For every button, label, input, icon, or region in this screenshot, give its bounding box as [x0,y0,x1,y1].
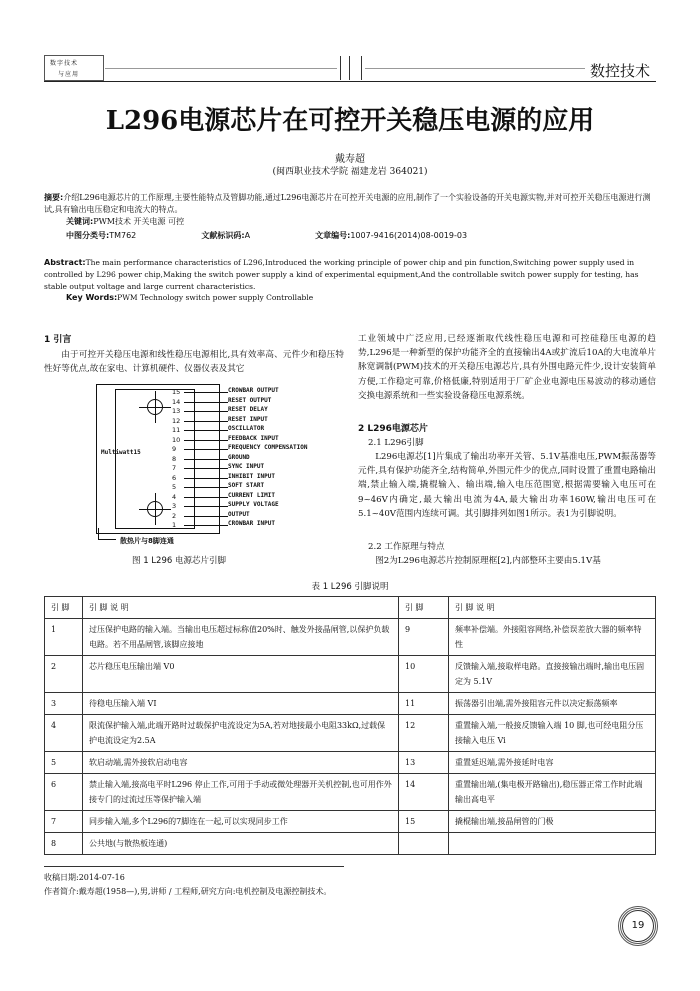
pin-lead [184,402,228,403]
table-cell: 8 [45,833,83,855]
table-cell [399,833,449,855]
table1-caption: 表 1 L296 引脚说明 [311,582,389,592]
table-cell: 重置输出端,(集电极开路输出),稳压器正常工作时此端输出高电平 [449,774,656,811]
table-cell: 芯片稳压电压输出端 V0 [83,656,399,693]
table-cell: 振荡器引出端,需外接阻容元件以决定振荡频率 [449,693,656,715]
table-row [45,811,656,833]
header-bars-decoration [340,56,362,80]
table-cell: 7 [45,811,83,833]
table-cell: 10 [399,656,449,693]
cls-value: TM762 [109,231,137,240]
table-row [45,619,656,656]
table-header-cell: 引 脚 [399,597,449,619]
right-col-paragraph3: 图2为L296电源芯片控制原理框[2],内部整环主要由5.1V基 [375,556,601,566]
table-cell: 4 [45,715,83,752]
table-cell [449,833,656,855]
heatsink-arrow [98,528,116,540]
section2-heading: 2 L296电源芯片 [358,424,428,434]
keywords-cn-text: PWM技术 开关电源 可控 [93,217,185,226]
article-title: L296电源芯片在可控开关稳压电源的应用 [105,106,595,136]
table-cell: 1 [45,619,83,656]
table-cell: 3 [45,693,83,715]
pin-name-label: FREQUENCY COMPENSATION [228,444,308,451]
pin-lead [184,449,228,450]
section1-heading: 1 引言 [44,335,72,345]
figure1-caption: 图 1 L296 电源芯片引脚 [132,556,226,566]
table-row [45,752,656,774]
pin-name-label: CURRENT LIMIT [228,491,275,499]
abstract-en-label: Abstract: [44,258,86,267]
table-cell: 12 [399,715,449,752]
table-cell: 同步输入端,多个L296的7脚连在一起,可以实现同步工作 [83,811,399,833]
pin-number: 6 [172,473,177,482]
pin-name-label: RESET DELAY [228,406,268,413]
subsection21-heading: 2.1 L296引脚 [368,438,424,448]
table-cell: 反馈输入端,接取样电路。直接接输出端时,输出电压固定为 5.1V [449,656,656,693]
table-cell: 5 [45,752,83,774]
keywords-en-text: PWM Technology switch power supply Controllable [117,293,314,302]
author-bio: 作者简介:戴寿超(1958—),男,讲师 / 工程师,研究方向:电机控制及电源控制技术。 [44,887,332,896]
pin-number: 3 [172,502,177,510]
abstract-cn-label: 摘要: [44,193,64,202]
pin-lead [184,430,228,431]
chip-package-label: Multiwatt15 [101,449,141,456]
right-col-paragraph1: 工业领域中广泛应用,已经逐渐取代线性稳压电源和可控硅稳压电源的趋势,L296是一种新型的保护功能齐全的直接输出4A或扩流后10A的大电流单片脉宽调制(PWM)技术的开关稳压电源芯片,具有外围电路元件少,设计安装简单方便,工作稳定可靠,价格低廉,特别适用于厂矿企业电源电压易波动的移动通信交换电源系统和一些实验设备稳压电源系统。 [358,334,656,401]
pin-description-table [44,596,656,855]
heatsink-note: 散热片与8脚连通 [120,537,174,545]
table-row [45,656,656,693]
table-row [45,715,656,752]
table-cell: 限流保护输入端,此端开路时过载保护电流设定为5A,若对地接最小电阻33kΩ,过载保护电流设定为2.5A [83,715,399,752]
header-rule-right [365,68,585,69]
table-cell: 11 [399,693,449,715]
pin-name-label: GROUND [228,453,250,461]
table-cell: 6 [45,774,83,811]
pin-lead [184,440,228,441]
pin-number: 2 [172,511,177,520]
pin-lead [184,525,228,526]
pin-name-label: SOFT START [228,482,265,489]
table-header-cell: 引 脚 说 明 [83,597,399,619]
header-rule-left [105,68,337,69]
section1-paragraph: 由于可控开关稳压电源和线性稳压电源相比,具有效率高、元件少和稳压特性好等优点,故在家电、计算机硬件、仪器仪表及其它 [44,350,344,375]
table-cell: 公共地(与散热板连通) [83,833,399,855]
pin-number: 9 [172,445,177,453]
table-header-row [45,597,656,619]
table-cell: 撬棍输出端,接晶闸管的门极 [449,811,656,833]
pin-number: 11 [172,426,181,434]
journal-logo-line1: 数字技术 [50,60,79,67]
section-name: 数控技术 [590,62,651,80]
pin-lead [184,421,228,422]
classification-row [66,230,656,242]
pin-number: 5 [172,483,177,491]
pin-name-label: OUTPUT [228,510,250,518]
article-no-label: 文章编号: [315,231,351,240]
pin-name-column [228,383,368,533]
table-cell: 13 [399,752,449,774]
pin-name-label: RESET OUTPUT [228,396,272,404]
pin-number: 10 [172,435,181,444]
table-cell: 9 [399,619,449,656]
table-header-cell: 引 脚 说 明 [449,597,656,619]
pin-number: 14 [172,397,181,406]
pin-lead [184,487,228,488]
pin-number: 4 [172,492,177,501]
pin-lead [184,516,228,517]
keywords-en-label: Key Words: [66,293,118,302]
table-cell: 软启动端,需外接软启动电容 [83,752,399,774]
pin-number: 12 [172,416,181,425]
pin-lead [184,392,228,393]
pin-name-label: CROWBAR OUTPUT [228,387,279,394]
received-date: 收稿日期:2014-07-16 [44,873,125,882]
pin-name-label: RESET INPUT [228,415,268,423]
pin-lead [184,497,228,498]
pin-lead [184,411,228,412]
pin-name-label: CROWBAR INPUT [228,520,275,527]
table-row [45,774,656,811]
pin-name-label: OSCILLATOR [228,425,265,432]
table-cell: 重置输入端,一般接反馈输入端 10 脚,也可经电阻分压接输入电压 Vi [449,715,656,752]
pin-number: 8 [172,454,177,463]
author-affiliation: (闽西职业技术学院 福建龙岩 364021) [272,167,428,177]
pin-name-label: FEEDBACK INPUT [228,434,279,442]
pin-lead [184,468,228,469]
pin-number-column [170,384,230,534]
pin-lead [184,478,228,479]
article-no-value: 1007-9416(2014)08-0019-03 [350,231,468,240]
table-header-cell: 引 脚 [45,597,83,619]
pin-number: 7 [172,464,177,472]
table-cell: 重置延迟端,需外接延时电容 [449,752,656,774]
keywords-cn-label: 关键词: [66,217,94,226]
keywords-cn [66,216,184,228]
table-cell: 待稳电压输入端 VI [83,693,399,715]
table-cell: 14 [399,774,449,811]
table-cell: 频率补偿端。外接阻容网络,补偿误差放大器的频率特性 [449,619,656,656]
pin-number: 13 [172,407,181,415]
table-cell: 15 [399,811,449,833]
abstract-cn [44,192,656,216]
author-name: 戴寿超 [335,154,365,165]
footnote-rule [44,866,344,867]
doc-code-label: 文献标识码: [201,231,245,240]
pin-lead [184,506,228,507]
subsection22-heading: 2.2 工作原理与特点 [368,542,445,552]
abstract-cn-text: 介绍L296电源芯片的工作原理,主要性能特点及管脚功能,通过L296电源芯片在可控开关电源的应用,制作了一个实验设备的开关电源实物,并对可控开关稳压电源进行测试,具有输出电压稳定和电流大的特点。 [44,193,651,214]
pin-lead [184,459,228,460]
keywords-en [66,293,313,302]
table-row [45,693,656,715]
pin-number: 15 [172,388,181,396]
table-cell: 过压保护电路的输入端。当输出电压超过标称值20%时、触发外接晶闸管,以保护负载电路。若不用晶闸管,该脚应接地 [83,619,399,656]
abstract-en [44,257,656,293]
table-row [45,833,656,855]
pin-name-label: SYNC INPUT [228,463,265,470]
pin-number: 1 [172,521,177,529]
right-col-paragraph2: L296电源芯[1]片集成了输出功率开关管、5.1V基准电压,PWM振荡器等元件,具有保护功能齐全,结构简单,外围元件少的优点,同时设置了重置电路输出端,禁止输入端,撬棍输入、输出端,输入电压范围宽,根据需要输入电压可在9~46V内确定,最大输出电流为4A,最大输出功率160W,输出电压可在5.1~40V范围内连续可调。其引脚排列如图1所示。表1为引脚说明。 [358,452,656,519]
cls-label: 中图分类号: [66,231,110,240]
pin-name-label: INHIBIT INPUT [228,472,275,480]
abstract-en-text: The main performance characteristics of L296,Introduced the working principle of power chip and pin function,Switching power supply used in controlled by L296 power chip,Making the switch power supply a kind of experimental equipment,And the controllable switch power supply for testing, has stable output voltage and large current characteristics. [44,258,639,291]
doc-code-value: A [244,231,251,240]
table-cell: 禁止输入端,接高电平时L296 停止工作,可用于手动或微处理器开关机控制,也可用作外接专门的过流过压等保护输入端 [83,774,399,811]
page-number: 19 [622,910,654,942]
pin-name-label: SUPPLY VOLTAGE [228,501,279,508]
journal-logo-line2: 与应用 [58,71,80,78]
header-divider [44,81,656,82]
table-cell: 2 [45,656,83,693]
